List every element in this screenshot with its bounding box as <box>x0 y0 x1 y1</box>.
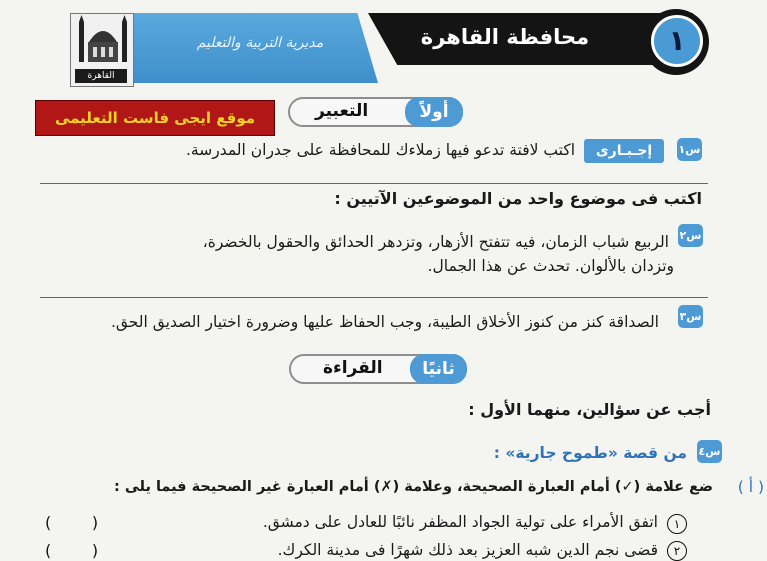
section-tag-second: ثانيًا <box>410 354 467 384</box>
item-2-answer-box[interactable]: ( ) <box>45 541 99 560</box>
part-a-instruction: ضع علامة (✓) أمام العبارة الصحيحة، وعلامة (✗) أمام العبارة غير الصحيحة فيما يلى : <box>114 479 713 495</box>
section-expression-title: التعبير <box>315 101 369 121</box>
logo-label: القاهرة <box>75 69 127 83</box>
part-a-label: ( أ ) <box>737 478 764 496</box>
mosque-icon <box>73 14 133 68</box>
answer-instruction: أجب عن سؤالين، منهما الأول : <box>468 400 711 419</box>
item-1-text: اتفق الأمراء على تولية الجواد المظفر نائبًا للعادل على دمشق. <box>262 513 658 531</box>
governorate-title: محافظة القاهرة <box>420 25 590 49</box>
choose-instruction: اكتب فى موضوع واحد من الموضوعين الآتيين : <box>334 189 702 208</box>
cairo-logo <box>70 13 134 87</box>
question-1-text: اكتب لافتة تدعو فيها زملاءك للمحافظة على جدران المدرسة. <box>186 141 575 159</box>
divider <box>40 183 708 184</box>
item-2-number: ٢ <box>667 541 687 561</box>
item-2-text: قضى نجم الدين شبه العزيز بعد ذلك شهرًا فى مدينة الكرك. <box>277 541 658 559</box>
question-4-icon: س٤ <box>697 440 722 463</box>
item-1-number: ١ <box>667 514 687 534</box>
item-1-answer-box[interactable]: ( ) <box>45 513 99 532</box>
directorate-label: مديرية التربية والتعليم <box>196 35 324 51</box>
question-2-line1: الربيع شباب الزمان، فيه تتفتح الأزهار، وتزدهر الحدائق والحقول بالخضرة، <box>202 233 669 251</box>
unit-number-badge: ١ <box>651 15 703 67</box>
question-4-text: من قصة «طموح جارية» : <box>493 444 687 462</box>
section-tag-first: أولاً <box>405 97 463 127</box>
mandatory-badge: إجـبـارى <box>584 139 664 163</box>
site-banner[interactable]: موقع ايجى فاست التعليمى <box>35 100 275 136</box>
question-1-icon: س١ <box>677 138 702 161</box>
divider <box>40 297 708 298</box>
question-2-line2: وتزدان بالألوان. تحدث عن هذا الجمال. <box>427 257 674 275</box>
section-reading-title: القراءة <box>323 358 383 378</box>
question-3-text: الصداقة كنز من كنوز الأخلاق الطيبة، وجب الحفاظ عليها وضرورة اختيار الصديق الحق. <box>110 313 659 331</box>
question-3-icon: س٣ <box>678 305 703 328</box>
question-2-icon: س٢ <box>678 224 703 247</box>
